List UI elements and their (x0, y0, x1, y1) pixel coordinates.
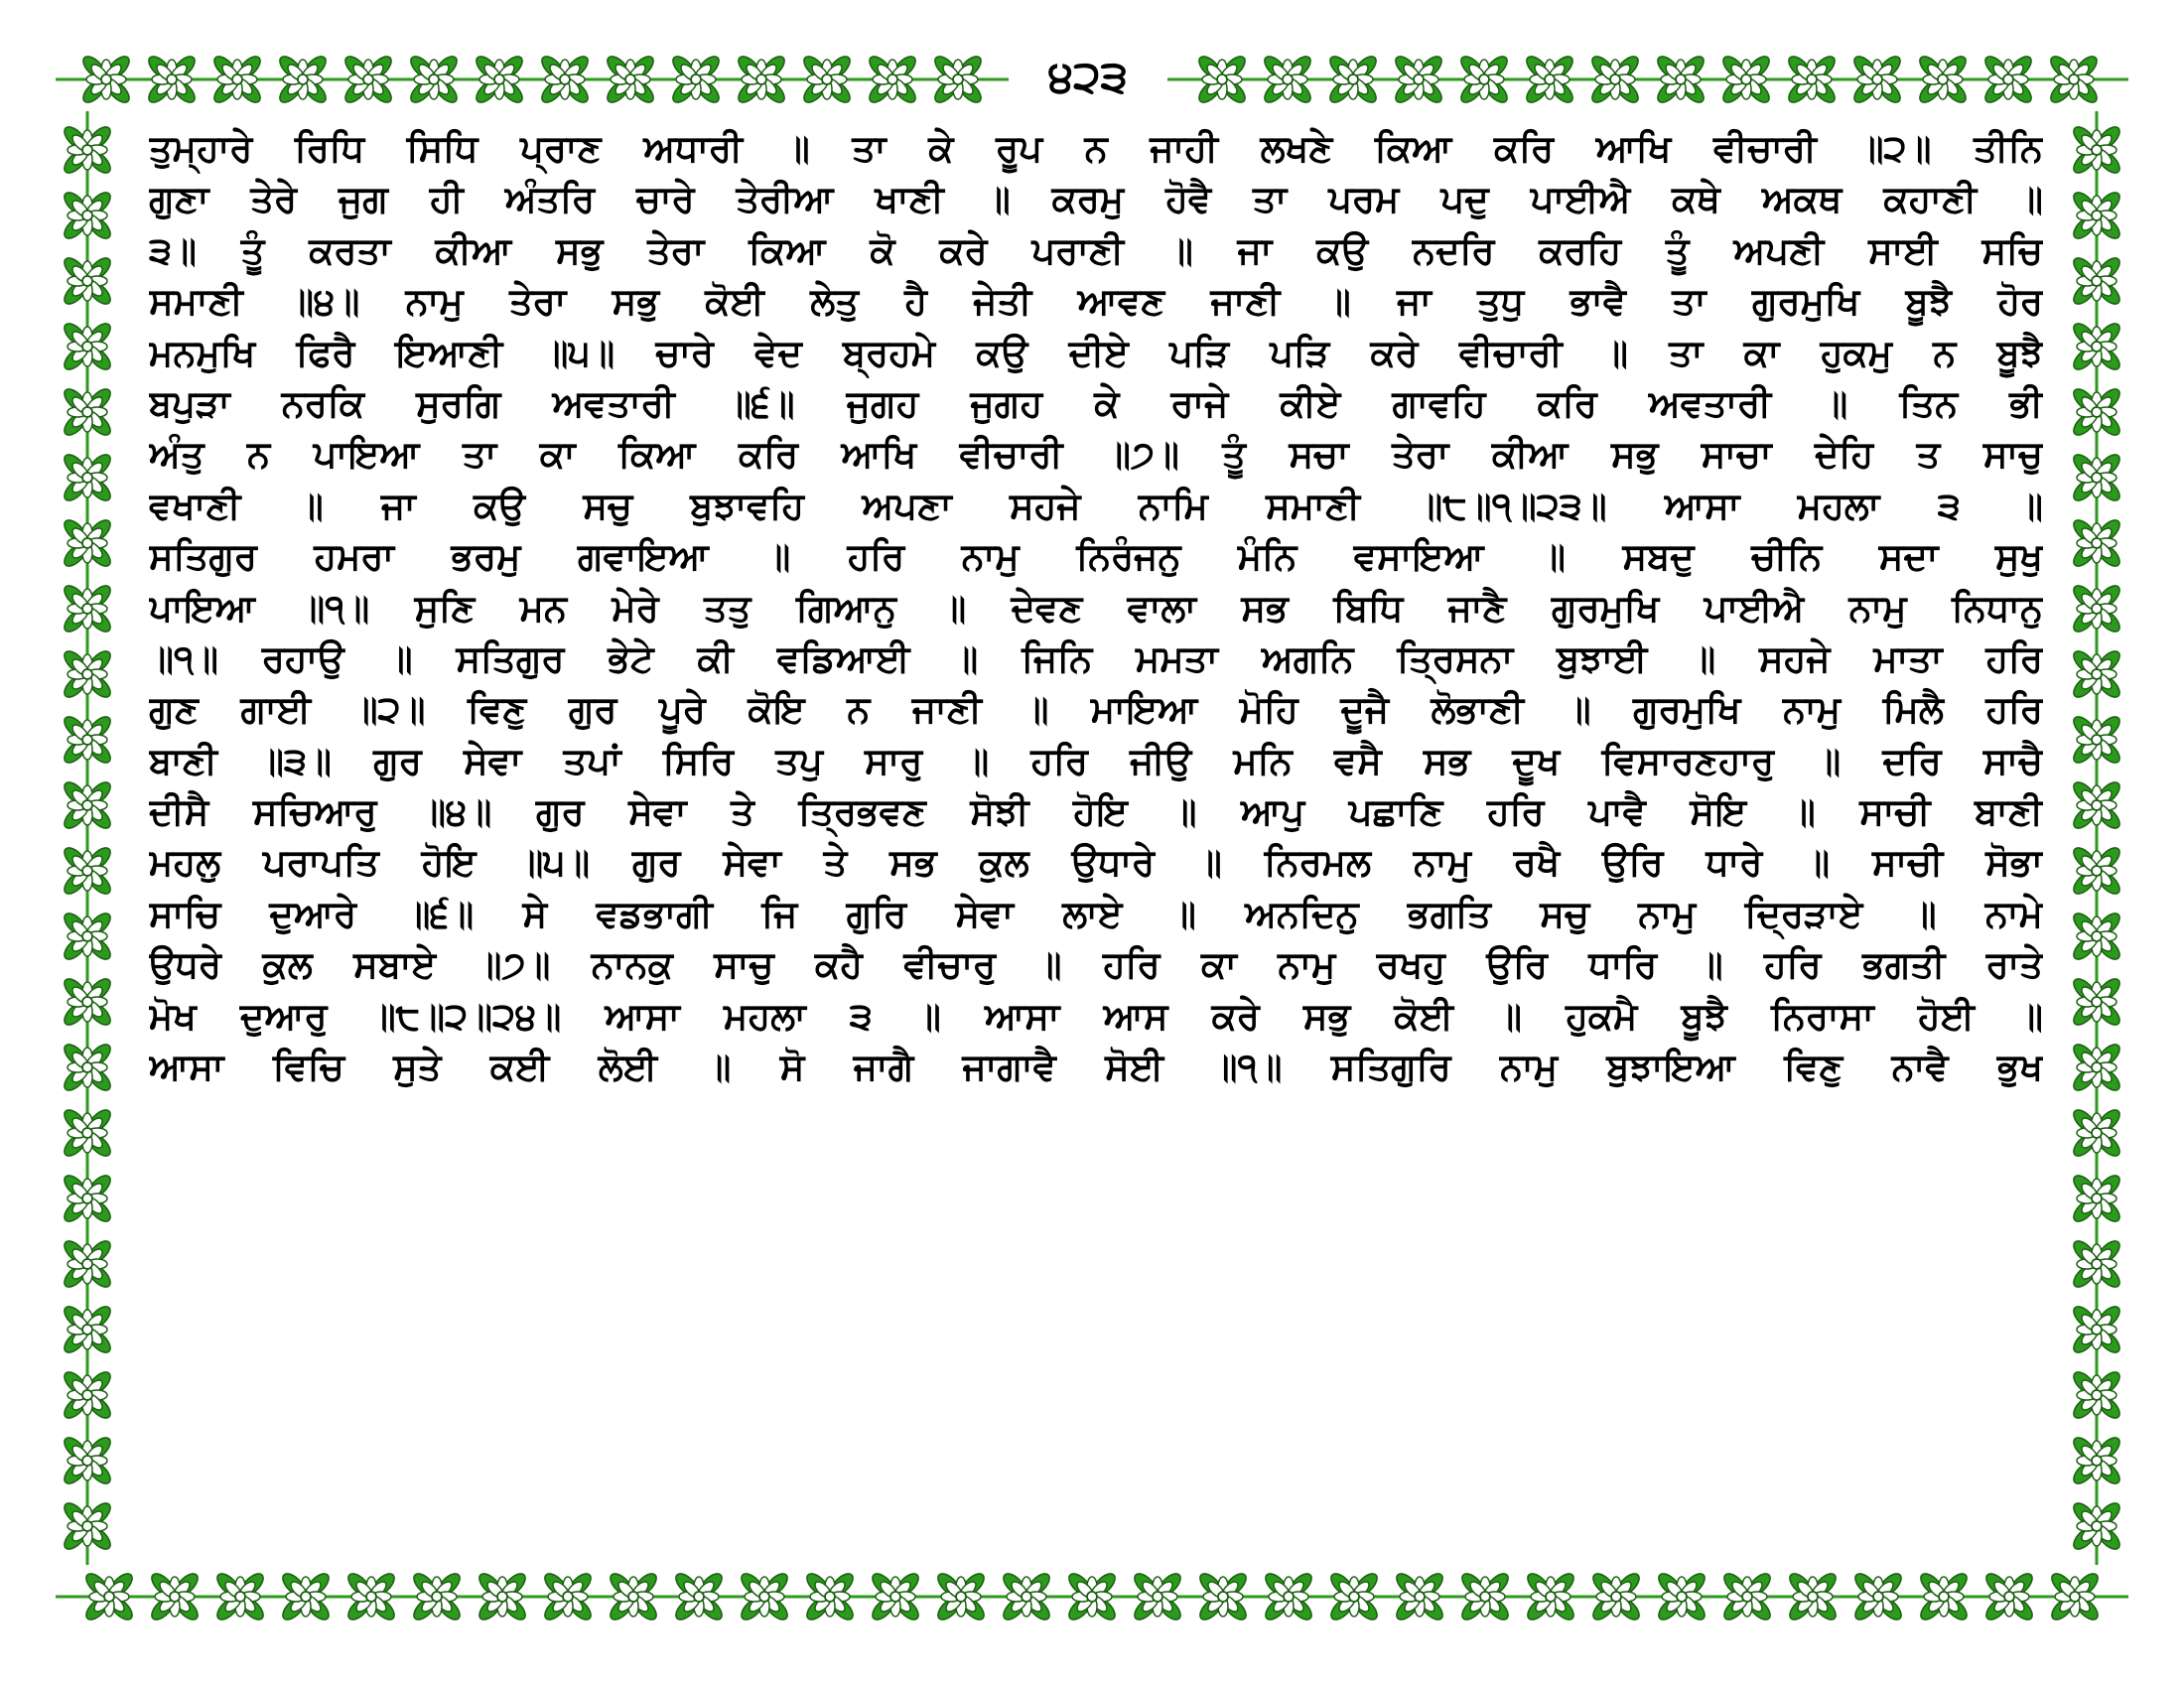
flower-icon (61, 1434, 114, 1487)
flower-icon (2047, 53, 2101, 106)
flower-icon (604, 53, 657, 106)
text-line: ਗੁਣ ਗਾਈ ॥੨॥ ਵਿਣੁ ਗੁਰ ਪੂਰੇ ਕੋਇ ਨ ਜਾਣੀ ॥ ਮਾਇਆ ਮੋਹਿ ਦੂਜੈ ਲੋਭਾਣੀ ॥ ਗੁਰਮੁਖਿ ਨਾਮੁ ਮਿਲੈ ਹਰਿ (149, 688, 2043, 732)
flower-icon (61, 123, 114, 177)
flower-icon (1719, 53, 1773, 106)
flower-icon (1851, 1570, 1905, 1623)
flower-icon (2070, 1303, 2123, 1356)
flower-icon (1981, 53, 2035, 106)
text-line: ਦੀਸੈ ਸਚਿਆਰੁ ॥੪॥ ਗੁਰ ਸੇਵਾ ਤੇ ਤ੍ਰਿਭਵਣ ਸੋਝੀ ਹੋਇ ॥ ਆਪੁ ਪਛਾਣਿ ਹਰਿ ਪਾਵੈ ਸੋਇ ॥ ਸਾਚੀ ਬਾਣੀ (149, 790, 2043, 834)
flower-icon (61, 320, 114, 373)
flower-icon (61, 910, 114, 963)
flower-icon (1982, 1570, 2036, 1623)
flower-icon (2070, 1106, 2123, 1160)
flower-icon (1654, 53, 1707, 106)
flower-icon (1065, 1570, 1119, 1623)
flower-icon (2070, 1041, 2123, 1094)
flower-icon (213, 1570, 267, 1623)
scripture-text (149, 123, 2043, 1553)
flower-icon (1589, 1570, 1643, 1623)
border-right (2065, 111, 2128, 1565)
flower-icon (61, 1041, 114, 1094)
flower-icon (1588, 53, 1642, 106)
flower-icon (1195, 53, 1249, 106)
flower-icon (669, 53, 723, 106)
flower-icon (61, 647, 114, 701)
flower-icon (79, 53, 133, 106)
flower-icon (1457, 53, 1511, 106)
text-line: ਬਪੁੜਾ ਨਰਕਿ ਸੁਰਗਿ ਅਵਤਾਰੀ ॥੬॥ ਜੁਗਹ ਜੁਗਹ ਕੇ ਰਾਜੇ ਕੀਏ ਗਾਵਹਿ ਕਰਿ ਅਵਤਾਰੀ ॥ ਤਿਨ ਭੀ (149, 381, 2043, 425)
flower-icon (1392, 53, 1445, 106)
flower-icon (476, 1570, 529, 1623)
flower-icon (607, 1570, 660, 1623)
flower-icon (2070, 254, 2123, 308)
flower-icon (672, 1570, 726, 1623)
flower-icon (61, 451, 114, 504)
flower-icon (1720, 1570, 1774, 1623)
flower-icon (279, 1570, 333, 1623)
flower-icon (2070, 516, 2123, 570)
flower-icon (803, 1570, 857, 1623)
flower-icon (2070, 975, 2123, 1029)
text-line: ਗੁਣਾ ਤੇਰੇ ਜੁਗ ਹੀ ਅੰਤਰਿ ਚਾਰੇ ਤੇਰੀਆ ਖਾਣੀ ॥ ਕਰਮੁ ਹੋਵੈ ਤਾ ਪਰਮ ਪਦੁ ਪਾਈਐ ਕਥੇ ਅਕਥ ਕਹਾਣੀ ॥ (149, 178, 2043, 221)
text-line: ਮੋਖ ਦੁਆਰੁ ॥੮॥੨॥੨੪॥ ਆਸਾ ਮਹਲਾ ੩ ॥ ਆਸਾ ਆਸ ਕਰੇ ਸਭੁ ਕੋਈ ॥ ਹੁਕਮੈ ਬੂਝੈ ਨਿਰਾਸਾ ਹੋਈ ॥ (149, 994, 2043, 1038)
flower-icon (866, 53, 919, 106)
flower-icon (1458, 1570, 1512, 1623)
flower-icon (1261, 53, 1314, 106)
flower-icon (82, 1570, 136, 1623)
text-line: ਆਸਾ ਵਿਚਿ ਸੁਤੇ ਕਈ ਲੋਈ ॥ ਸੋ ਜਾਗੈ ਜਾਗਾਵੈ ਸੋਈ ॥੧॥ ਸਤਿਗੁਰਿ ਨਾਮੁ ਬੁਝਾਇਆ ਵਿਣੁ ਨਾਵੈ ਭੁਖ (149, 1046, 2043, 1089)
flower-icon (1524, 1570, 1577, 1623)
text-line: ਮਹਲੁ ਪਰਾਪਤਿ ਹੋਇ ॥੫॥ ਗੁਰ ਸੇਵਾ ਤੇ ਸਭ ਕੁਲ ਉਧਾਰੇ ॥ ਨਿਰਮਲ ਨਾਮੁ ਰਖੈ ਉਰਿ ਧਾਰੇ ॥ ਸਾਚੀ ਸੋਭਾ (149, 841, 2043, 885)
text-line: ਸਤਿਗੁਰ ਹਮਰਾ ਭਰਮੁ ਗਵਾਇਆ ॥ ਹਰਿ ਨਾਮੁ ਨਿਰੰਜਨੁ ਮੰਨਿ ਵਸਾਇਆ ॥ ਸਬਦੁ ਚੀਨਿ ਸਦਾ ਸੁਖੁ (149, 535, 2043, 579)
flower-icon (1262, 1570, 1315, 1623)
flower-vine-icon (56, 48, 1009, 111)
flower-icon (931, 53, 985, 106)
border-left (56, 111, 119, 1565)
flower-icon (61, 713, 114, 767)
flower-icon (2048, 1570, 2102, 1623)
flower-icon (61, 844, 114, 898)
page-number: ੪੨੩ (1047, 52, 1129, 102)
border-top-right (1167, 48, 2128, 111)
flower-icon (2070, 189, 2123, 242)
flower-icon (2070, 1434, 2123, 1487)
flower-icon (735, 53, 788, 106)
text-line: ਬਾਣੀ ॥੩॥ ਗੁਰ ਸੇਵਾ ਤਪਾਂ ਸਿਰਿ ਤਪੁ ਸਾਰੁ ॥ ਹਰਿ ਜੀਉ ਮਨਿ ਵਸੈ ਸਭ ਦੂਖ ਵਿਸਾਰਣਹਾਰੁ ॥ ਦਰਿ ਸਾਚੈ (149, 739, 2043, 782)
flower-icon (869, 1570, 922, 1623)
flower-icon (2070, 123, 2123, 177)
flower-icon (2070, 1237, 2123, 1291)
flower-icon (2070, 385, 2123, 439)
flower-icon (541, 1570, 595, 1623)
text-line: ੩॥ ਤੂੰ ਕਰਤਾ ਕੀਆ ਸਭੁ ਤੇਰਾ ਕਿਆ ਕੋ ਕਰੇ ਪਰਾਣੀ ॥ ਜਾ ਕਉ ਨਦਰਿ ਕਰਹਿ ਤੂੰ ਅਪਣੀ ਸਾਈ ਸਚਿ (149, 228, 2043, 272)
flower-icon (1326, 53, 1380, 106)
flower-vine-icon (2065, 111, 2128, 1565)
flower-icon (148, 1570, 202, 1623)
flower-icon (2070, 1368, 2123, 1422)
flower-icon (344, 1570, 398, 1623)
flower-icon (2070, 320, 2123, 373)
flower-icon (800, 53, 854, 106)
flower-vine-icon (1167, 48, 2128, 111)
flower-icon (61, 254, 114, 308)
text-line: ਪਾਇਆ ॥੧॥ ਸੁਣਿ ਮਨ ਮੇਰੇ ਤਤੁ ਗਿਆਨੁ ॥ ਦੇਵਣ ਵਾਲਾ ਸਭ ਬਿਧਿ ਜਾਣੈ ਗੁਰਮੁਖਿ ਪਾਈਐ ਨਾਮੁ ਨਿਧਾਨੁ (149, 586, 2043, 630)
flower-icon (341, 53, 395, 106)
flower-icon (2070, 1172, 2123, 1225)
flower-icon (1131, 1570, 1184, 1623)
flower-icon (2070, 647, 2123, 701)
flower-icon (61, 582, 114, 635)
flower-icon (1916, 53, 1970, 106)
text-line: ਵਖਾਣੀ ॥ ਜਾ ਕਉ ਸਚੁ ਬੁਝਾਵਹਿ ਅਪਣਾ ਸਹਜੇ ਨਾਮਿ ਸਮਾਣੀ ॥੮॥੧॥੨੩॥ ਆਸਾ ਮਹਲਾ ੩ ॥ (149, 484, 2043, 527)
flower-icon (2070, 1499, 2123, 1553)
flower-icon (2070, 844, 2123, 898)
flower-icon (1785, 53, 1839, 106)
flower-icon (61, 1368, 114, 1422)
flower-icon (2070, 582, 2123, 635)
flower-icon (2070, 778, 2123, 832)
flower-icon (61, 1499, 114, 1553)
flower-icon (61, 1237, 114, 1291)
flower-icon (61, 778, 114, 832)
flower-icon (61, 516, 114, 570)
text-line: ਤੁਮ੍ਹਾਰੇ ਰਿਧਿ ਸਿਧਿ ਪ੍ਰਾਣ ਅਧਾਰੀ ॥ ਤਾ ਕੇ ਰੂਪ ਨ ਜਾਹੀ ਲਖਣੇ ਕਿਆ ਕਰਿ ਆਖਿ ਵੀਚਾਰੀ ॥੨॥ ਤੀਨਿ (149, 127, 2043, 170)
flower-icon (1000, 1570, 1053, 1623)
flower-icon (1655, 1570, 1708, 1623)
flower-icon (145, 53, 199, 106)
flower-icon (61, 1106, 114, 1160)
border-bottom (56, 1565, 2128, 1628)
text-line: ॥੧॥ ਰਹਾਉ ॥ ਸਤਿਗੁਰ ਭੇਟੇ ਕੀ ਵਡਿਆਈ ॥ ਜਿਨਿ ਮਮਤਾ ਅਗਨਿ ਤ੍ਰਿਸਨਾ ਬੁਝਾਈ ॥ ਸਹਜੇ ਮਾਤਾ ਹਰਿ (149, 636, 2043, 680)
flower-icon (1327, 1570, 1381, 1623)
flower-icon (410, 1570, 464, 1623)
flower-icon (407, 53, 461, 106)
flower-icon (538, 53, 592, 106)
flower-icon (2070, 451, 2123, 504)
flower-icon (934, 1570, 988, 1623)
flower-icon (61, 1172, 114, 1225)
border-top-left (56, 48, 1009, 111)
flower-icon (276, 53, 330, 106)
flower-icon (61, 1303, 114, 1356)
flower-icon (1393, 1570, 1446, 1623)
flower-icon (1786, 1570, 1840, 1623)
flower-icon (2070, 713, 2123, 767)
text-line: ਉਧਰੇ ਕੁਲ ਸਬਾਏ ॥੭॥ ਨਾਨਕੁ ਸਾਚੁ ਕਹੈ ਵੀਚਾਰੁ ॥ ਹਰਿ ਕਾ ਨਾਮੁ ਰਖਹੁ ਉਰਿ ਧਾਰਿ ॥ ਹਰਿ ਭਗਤੀ ਰਾਤੇ (149, 943, 2043, 987)
flower-vine-icon (56, 1565, 2128, 1628)
flower-icon (61, 975, 114, 1029)
flower-vine-icon (56, 111, 119, 1565)
flower-icon (1917, 1570, 1971, 1623)
text-line: ਅੰਤੁ ਨ ਪਾਇਆ ਤਾ ਕਾ ਕਿਆ ਕਰਿ ਆਖਿ ਵੀਚਾਰੀ ॥੭॥ ਤੂੰ ਸਚਾ ਤੇਰਾ ਕੀਆ ਸਭੁ ਸਾਚਾ ਦੇਹਿ ਤ ਸਾਚੁ (149, 433, 2043, 477)
text-line: ਸਾਚਿ ਦੁਆਰੇ ॥੬॥ ਸੇ ਵਡਭਾਗੀ ਜਿ ਗੁਰਿ ਸੇਵਾ ਲਾਏ ॥ ਅਨਦਿਨੁ ਭਗਤਿ ਸਚੁ ਨਾਮੁ ਦ੍ਰਿੜਾਏ ॥ ਨਾਮੇ (149, 892, 2043, 935)
flower-icon (61, 385, 114, 439)
flower-icon (473, 53, 526, 106)
flower-icon (738, 1570, 791, 1623)
flower-icon (2070, 910, 2123, 963)
text-line: ਸਮਾਣੀ ॥੪॥ ਨਾਮੁ ਤੇਰਾ ਸਭੁ ਕੋਈ ਲੇਤੁ ਹੈ ਜੇਤੀ ਆਵਣ ਜਾਣੀ ॥ ਜਾ ਤੁਧੁ ਭਾਵੈ ਤਾ ਗੁਰਮੁਖਿ ਬੂਝੈ ਹੋਰ (149, 280, 2043, 324)
flower-icon (1523, 53, 1576, 106)
flower-icon (1196, 1570, 1250, 1623)
flower-icon (210, 53, 264, 106)
flower-icon (1850, 53, 1904, 106)
flower-icon (61, 189, 114, 242)
text-line: ਮਨਮੁਖਿ ਫਿਰੈ ਇਆਣੀ ॥੫॥ ਚਾਰੇ ਵੇਦ ਬ੍ਰਹਮੇ ਕਉ ਦੀਏ ਪੜਿ ਪੜਿ ਕਰੇ ਵੀਚਾਰੀ ॥ ਤਾ ਕਾ ਹੁਕਮੁ ਨ ਬੂਝੈ (149, 331, 2043, 374)
